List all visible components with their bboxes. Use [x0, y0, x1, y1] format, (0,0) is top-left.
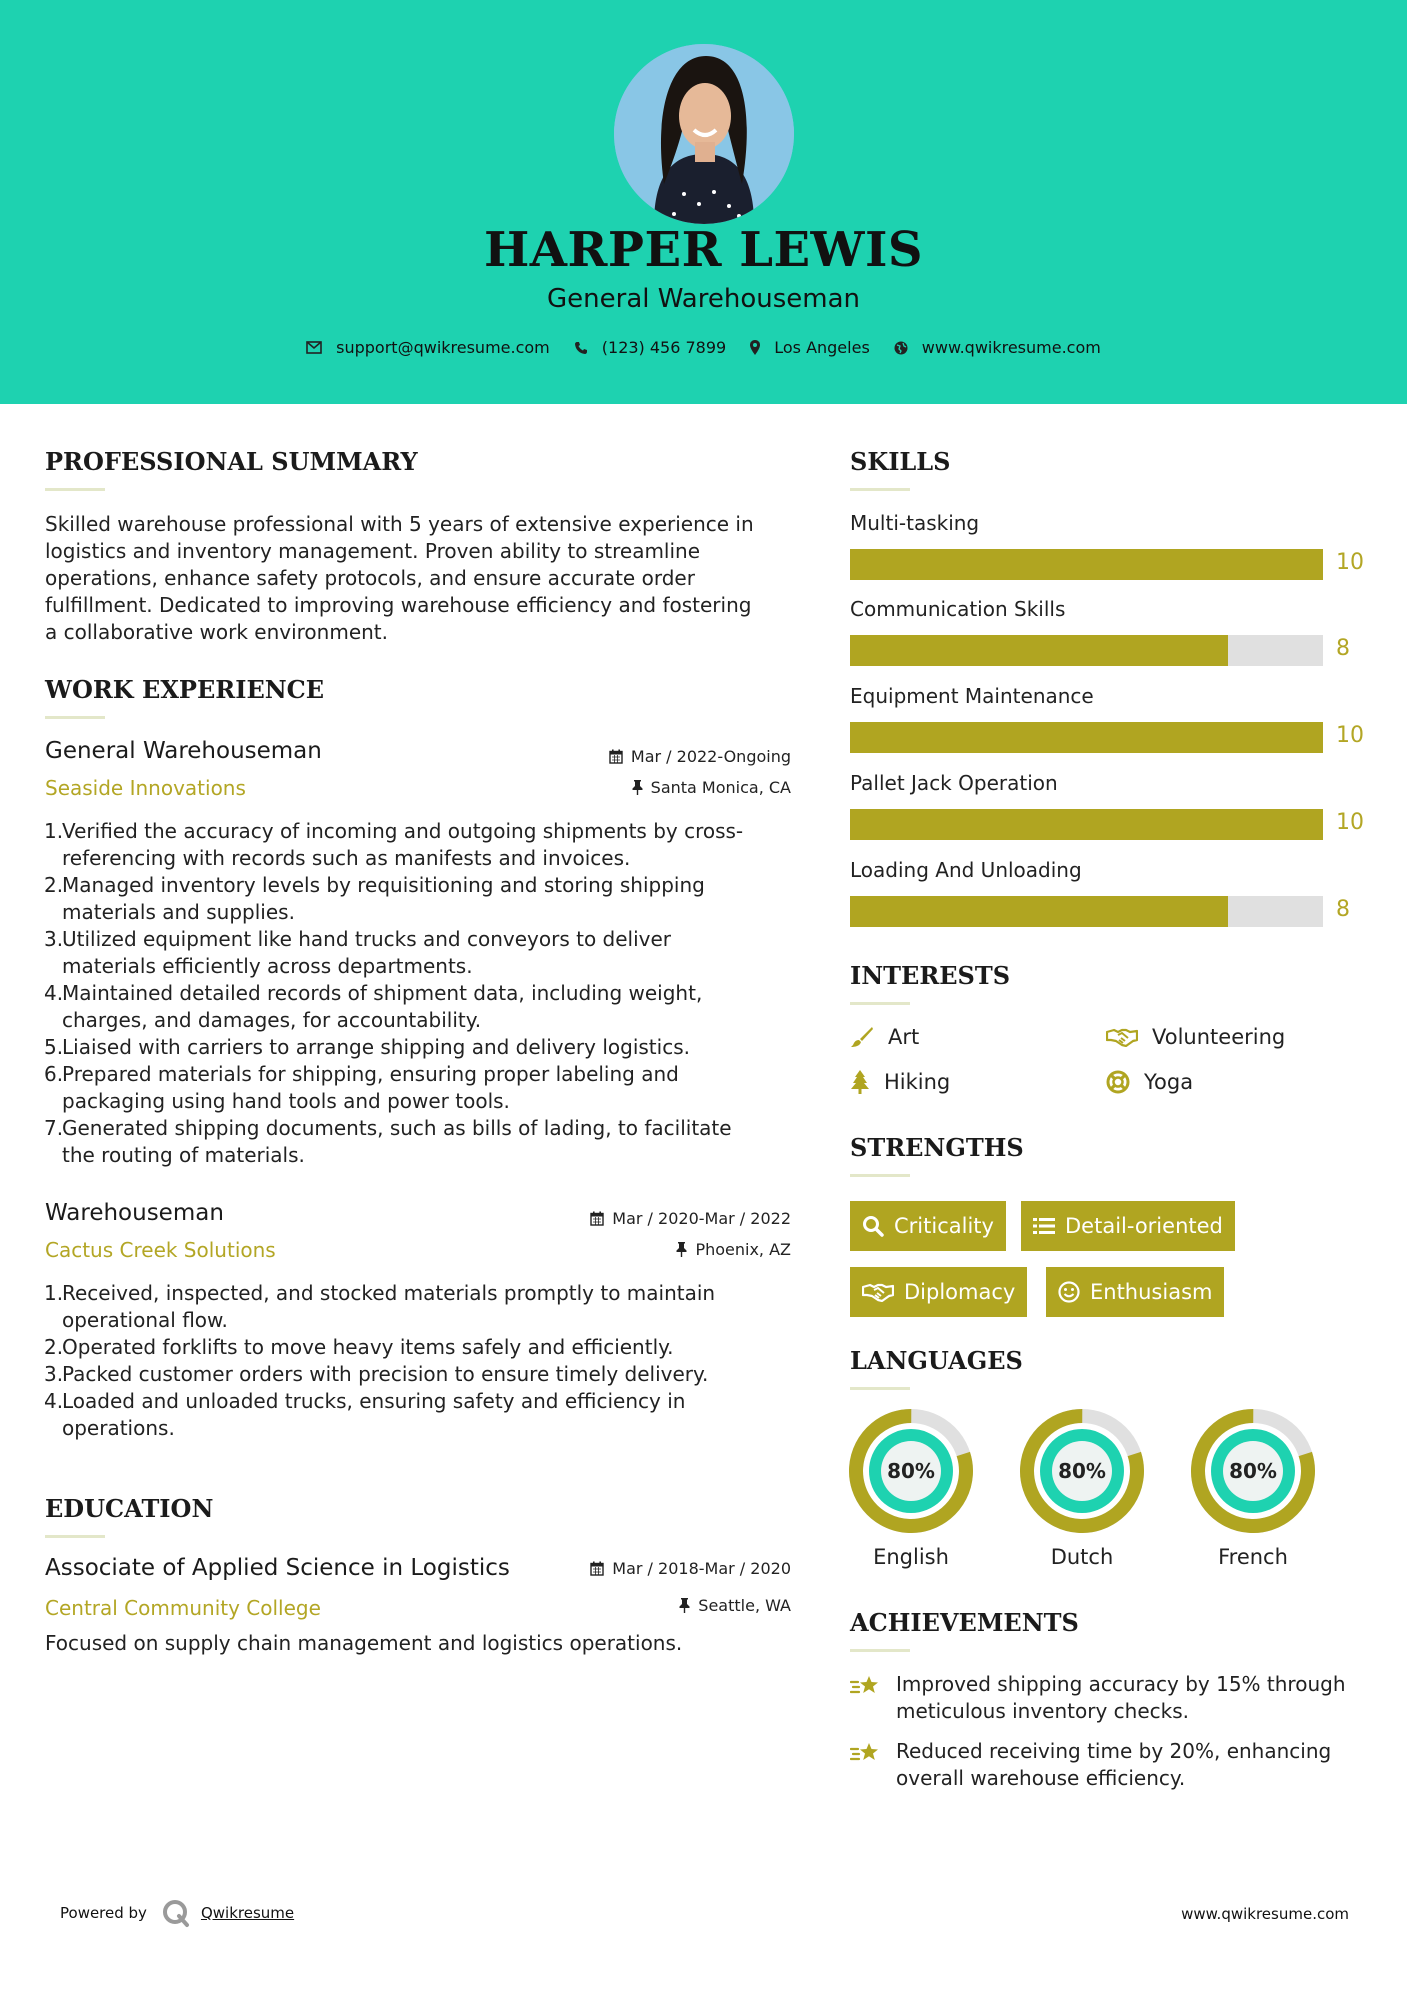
list-item: [44, 1334, 804, 1361]
achievement-line: meticulous inventory checks.: [896, 1699, 1189, 1723]
achievement-text: [896, 1738, 1331, 1792]
summary-line: logistics and inventory management. Proven ability to streamline: [45, 539, 701, 563]
achievements-divider: [850, 1649, 910, 1652]
skills-heading: SKILLS: [850, 447, 951, 476]
candidate-name: HARPER LEWIS: [483, 222, 924, 278]
envelope-icon: [306, 341, 322, 354]
skill-bar: [850, 549, 1323, 580]
strength-badge: [850, 1201, 1006, 1251]
list-text: packaging using hand tools and power tools.: [62, 1089, 510, 1113]
list-number: 4.: [44, 981, 64, 1005]
job-duties-list: [44, 818, 804, 1169]
language-name: French: [1218, 1545, 1288, 1569]
achievement-line: overall warehouse efficiency.: [896, 1766, 1186, 1790]
skill-value: 10: [1336, 723, 1364, 748]
contact-phone[interactable]: [574, 338, 726, 357]
strength-badge: [1046, 1267, 1224, 1317]
achievement-line: Reduced receiving time by 20%, enhancing: [896, 1739, 1332, 1763]
interest-item: [1106, 1070, 1193, 1094]
list-item: [44, 1034, 804, 1061]
summary-line: Skilled warehouse professional with 5 years of extensive experience in: [45, 512, 754, 536]
shooting-star-icon: [850, 1740, 882, 1766]
smile-icon: [1058, 1281, 1080, 1303]
pushpin-icon: [632, 780, 643, 795]
achievement-line: Improved shipping accuracy by 15% through: [896, 1672, 1346, 1696]
summary-line: operations, enhance safety protocols, and ensure accurate order: [45, 566, 695, 590]
skill-value: 10: [1336, 550, 1364, 575]
summary-divider: [45, 488, 105, 491]
job-title: Warehouseman: [45, 1200, 224, 1226]
list-text: Generated shipping documents, such as bills of lading, to facilitate: [62, 1116, 732, 1140]
list-item: [44, 872, 804, 926]
language-percent: 80%: [1229, 1459, 1277, 1483]
skill-value: 8: [1336, 897, 1350, 922]
skill-bar: [850, 722, 1323, 753]
language-percent: 80%: [1058, 1459, 1106, 1483]
interest-label: Volunteering: [1152, 1025, 1286, 1049]
job-dates-text: Mar / 2022-Ongoing: [630, 747, 791, 766]
list-item: [44, 1280, 804, 1334]
languages-divider: [850, 1387, 910, 1390]
interest-item: [850, 1025, 919, 1049]
list-number: 2.: [44, 1335, 64, 1359]
skill-value: 8: [1336, 636, 1350, 661]
education-divider: [45, 1535, 105, 1538]
job-dates: [590, 1209, 791, 1228]
list-number: 6.: [44, 1062, 64, 1086]
list-number: 1.: [44, 819, 64, 843]
skill-bar-fill: [850, 896, 1228, 927]
tree-icon: [850, 1070, 870, 1094]
education-dates-text: Mar / 2018-Mar / 2020: [612, 1559, 791, 1578]
list-number: 3.: [44, 1362, 64, 1386]
languages-heading: LANGUAGES: [850, 1346, 1023, 1375]
list-text: Received, inspected, and stocked materials promptly to maintain: [62, 1281, 716, 1305]
strength-label: Diplomacy: [904, 1280, 1016, 1304]
job-company: Cactus Creek Solutions: [45, 1238, 276, 1262]
language-item: [849, 1409, 973, 1569]
location-text: Los Angeles: [774, 338, 870, 357]
powered-by-text: Powered by: [60, 1904, 147, 1922]
achievement-item: [850, 1738, 1370, 1792]
interest-label: Art: [888, 1025, 920, 1049]
list-item: [44, 818, 804, 872]
interest-item: [1106, 1025, 1285, 1049]
contact-email[interactable]: [306, 338, 550, 357]
list-text: Managed inventory levels by requisitioning and storing shipping: [62, 873, 705, 897]
list-text: Utilized equipment like hand trucks and conveyors to deliver: [62, 927, 672, 951]
skill-bar-fill: [850, 809, 1323, 840]
language-name: English: [873, 1545, 949, 1569]
education-heading: EDUCATION: [45, 1494, 214, 1523]
job-duties-list: [44, 1280, 804, 1442]
list-text: referencing with records such as manifests and invoices.: [62, 846, 631, 870]
contact-location: [750, 338, 870, 357]
profile-photo: [614, 44, 794, 224]
phone-text: (123) 456 7899: [601, 338, 727, 357]
school-name: Central Community College: [45, 1596, 321, 1620]
interest-label: Yoga: [1144, 1070, 1194, 1094]
interest-item: [850, 1070, 950, 1094]
language-ring: [1020, 1409, 1144, 1533]
job-company: Seaside Innovations: [45, 776, 246, 800]
calendar-icon: [609, 749, 623, 764]
job-dates-text: Mar / 2020-Mar / 2022: [612, 1209, 791, 1228]
strength-label: Detail-oriented: [1065, 1214, 1223, 1238]
resume-header: [0, 0, 1407, 404]
list-number: 1.: [44, 1281, 64, 1305]
summary-heading: PROFESSIONAL SUMMARY: [45, 447, 418, 476]
skill-name: Communication Skills: [850, 597, 1066, 621]
skill-bar-fill: [850, 549, 1323, 580]
list-text: Operated forklifts to move heavy items safely and efficiently.: [62, 1335, 674, 1359]
interest-label: Hiking: [884, 1070, 951, 1094]
skill-bar: [850, 896, 1323, 927]
education-location-text: Seattle, WA: [698, 1596, 791, 1615]
skill-name: Multi-tasking: [850, 511, 980, 535]
list-icon: [1033, 1217, 1055, 1235]
list-text: materials efficiently across departments.: [62, 954, 473, 978]
list-number: 2.: [44, 873, 64, 897]
website-text: www.qwikresume.com: [921, 338, 1101, 357]
list-number: 4.: [44, 1389, 64, 1413]
list-item: [44, 1361, 804, 1388]
degree-title: Associate of Applied Science in Logistics: [45, 1555, 510, 1581]
phone-icon: [574, 341, 588, 355]
contact-bar: [0, 338, 1407, 357]
skill-bar-fill: [850, 722, 1323, 753]
experience-divider: [45, 716, 105, 719]
brand-link[interactable]: Qwikresume: [200, 1904, 295, 1922]
experience-heading: WORK EXPERIENCE: [45, 675, 325, 704]
search-icon: [862, 1215, 884, 1237]
list-text: Liaised with carriers to arrange shipping and delivery logistics.: [62, 1035, 690, 1059]
calendar-icon: [590, 1211, 604, 1226]
language-ring: [1191, 1409, 1315, 1533]
pushpin-icon: [679, 1598, 690, 1613]
skill-bar-fill: [850, 635, 1228, 666]
list-item: [44, 926, 804, 980]
summary-text: [45, 511, 805, 646]
skill-name: Pallet Jack Operation: [850, 771, 1058, 795]
job-location-text: Phoenix, AZ: [695, 1240, 791, 1259]
list-text: Loaded and unloaded trucks, ensuring safety and efficiency in: [62, 1389, 686, 1413]
handshake-icon: [1106, 1027, 1138, 1047]
list-text: Maintained detailed records of shipment data, including weight,: [62, 981, 703, 1005]
achievement-text: [896, 1671, 1346, 1725]
language-ring: [849, 1409, 973, 1533]
list-text: the routing of materials.: [62, 1143, 305, 1167]
list-number: 7.: [44, 1116, 64, 1140]
email-text: support@qwikresume.com: [336, 338, 550, 357]
skill-name: Loading And Unloading: [850, 858, 1082, 882]
contact-website[interactable]: [894, 338, 1101, 357]
strength-label: Criticality: [894, 1214, 994, 1238]
summary-line: a collaborative work environment.: [45, 620, 389, 644]
strengths-heading: STRENGTHS: [850, 1133, 1024, 1162]
job-location-text: Santa Monica, CA: [650, 778, 791, 797]
list-text: Verified the accuracy of incoming and outgoing shipments by cross-: [62, 819, 744, 843]
list-number: 5.: [44, 1035, 64, 1059]
education-description: Focused on supply chain management and logistics operations.: [45, 1631, 683, 1655]
list-text: Prepared materials for shipping, ensuring proper labeling and: [62, 1062, 679, 1086]
language-item: [1191, 1409, 1315, 1569]
strength-badge: [1021, 1201, 1235, 1251]
globe-icon: [894, 341, 908, 355]
education-location: [679, 1596, 791, 1615]
strengths-divider: [850, 1174, 910, 1177]
qwikresume-logo-icon: [161, 1898, 191, 1928]
skills-divider: [850, 488, 910, 491]
education-dates: [590, 1559, 791, 1578]
language-name: Dutch: [1050, 1545, 1114, 1569]
shooting-star-icon: [850, 1673, 882, 1699]
list-text: operational flow.: [62, 1308, 228, 1332]
lifebuoy-icon: [1106, 1070, 1130, 1094]
handshake-icon: [862, 1282, 894, 1302]
interests-heading: INTERESTS: [850, 961, 1011, 990]
strength-badge: [850, 1267, 1027, 1317]
list-text: operations.: [62, 1416, 175, 1440]
map-pin-icon: [750, 340, 760, 355]
list-item: [44, 1115, 804, 1169]
language-percent: 80%: [887, 1459, 935, 1483]
skill-name: Equipment Maintenance: [850, 684, 1094, 708]
strength-label: Enthusiasm: [1090, 1280, 1213, 1304]
list-text: charges, and damages, for accountability.: [62, 1008, 482, 1032]
list-number: 3.: [44, 927, 64, 951]
interests-divider: [850, 1002, 910, 1005]
achievement-item: [850, 1671, 1370, 1725]
summary-line: fulfillment. Dedicated to improving warehouse efficiency and fostering: [45, 593, 752, 617]
list-item: [44, 1388, 804, 1442]
skill-bar: [850, 809, 1323, 840]
skill-value: 10: [1336, 810, 1364, 835]
footer-url[interactable]: www.qwikresume.com: [1181, 1905, 1349, 1923]
job-location: [632, 778, 791, 797]
list-text: materials and supplies.: [62, 900, 295, 924]
job-location: [676, 1240, 791, 1259]
list-item: [44, 980, 804, 1034]
skill-bar: [850, 635, 1323, 666]
candidate-title: General Warehouseman: [547, 284, 860, 314]
list-item: [44, 1061, 804, 1115]
paintbrush-icon: [850, 1026, 874, 1048]
pushpin-icon: [676, 1242, 687, 1257]
achievements-heading: ACHIEVEMENTS: [850, 1608, 1079, 1637]
language-item: [1020, 1409, 1144, 1569]
footer-powered-by: [60, 1898, 294, 1928]
job-title: General Warehouseman: [45, 738, 322, 764]
calendar-icon: [590, 1561, 604, 1576]
job-dates: [609, 747, 791, 766]
list-text: Packed customer orders with precision to ensure timely delivery.: [62, 1362, 709, 1386]
